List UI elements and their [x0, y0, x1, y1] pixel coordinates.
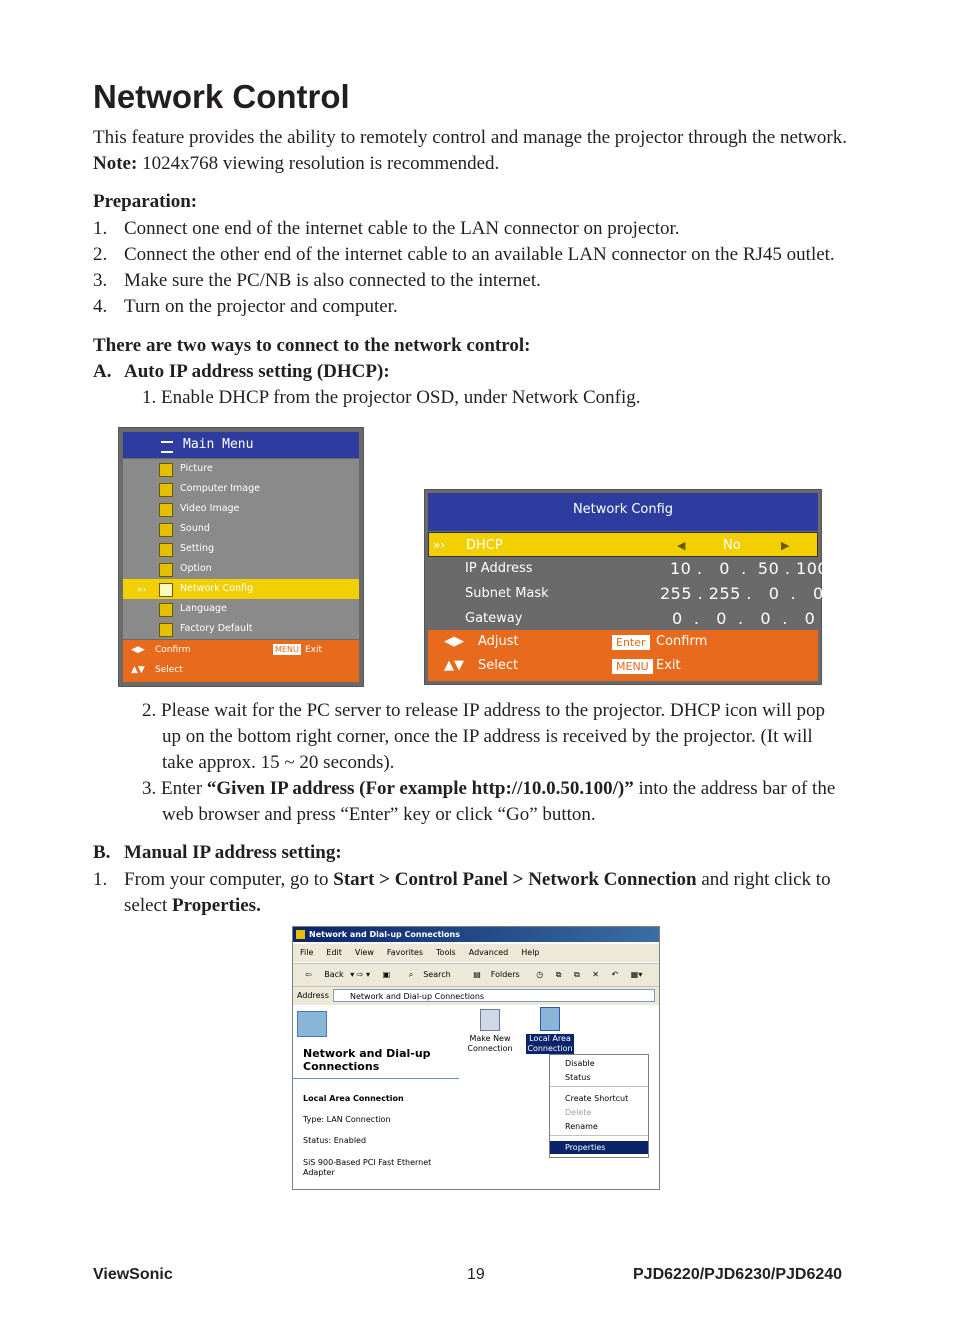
history-icon[interactable]: ◷ — [536, 970, 544, 979]
menu-edit[interactable]: Edit — [326, 948, 342, 957]
menu-tools[interactable]: Tools — [436, 948, 456, 957]
ctx-status[interactable]: Status — [565, 1073, 591, 1082]
menu-item-computer-image[interactable]: Computer Image — [123, 479, 359, 499]
osd-network-config — [424, 489, 829, 685]
prep-num-3: 3. — [93, 270, 108, 291]
back-button[interactable]: ⇦ Back ▾ ⇨ ▾ — [305, 970, 371, 979]
section-a-step2-line2: up on the bottom right corner, once the IP address is received by the projector. (It will — [162, 726, 813, 747]
gateway-label: Gateway — [465, 611, 523, 626]
up-down-arrows-icon: ▲▼ — [444, 658, 464, 673]
preparation-heading: Preparation: — [93, 191, 198, 212]
confirm-label: Confirm — [656, 634, 708, 649]
folder-icon — [296, 930, 305, 939]
ip-address-value: 10 . 0 . 50 . 100 — [670, 559, 829, 578]
section-a-step2-line3: take approx. 15 ~ 20 seconds). — [162, 752, 395, 773]
address-label: Address — [297, 991, 329, 1000]
undo-icon[interactable]: ↶ — [611, 970, 619, 979]
confirm-label: Confirm — [155, 645, 191, 655]
enter-key: Enter — [612, 635, 650, 650]
language-icon — [159, 603, 173, 617]
osd-main-menu — [118, 427, 364, 687]
setting-icon — [159, 543, 173, 557]
osd-main-menu-list — [123, 459, 359, 639]
menu-key: MENU — [612, 659, 653, 674]
ctx-rename[interactable]: Rename — [565, 1122, 598, 1131]
picture-icon — [159, 463, 173, 477]
folders-button[interactable]: ▤ Folders — [473, 970, 520, 979]
prep-item-1: Connect one end of the internet cable to the LAN connector on projector. — [124, 218, 680, 239]
subnet-mask-value: 255 . 255 . 0 . 0 — [660, 584, 824, 603]
option-icon — [159, 563, 173, 577]
local-area-connection-icon-item[interactable]: Local Area Connection — [526, 1007, 574, 1054]
computer-icon — [159, 483, 173, 497]
copy-to-icon[interactable]: ⧉ — [574, 970, 580, 979]
ctx-separator — [550, 1086, 648, 1087]
footer-model: PJD6220/PJD6230/PJD6240 — [633, 1266, 843, 1283]
connection-status: Status: Enabled — [303, 1136, 367, 1145]
section-a-step3-line1: 3. Enter “Given IP address (For example http://10.0.50.100/)” into the address bar of the — [142, 778, 836, 799]
subnet-mask-row[interactable] — [428, 581, 824, 606]
back-arrow-icon: ⇦ — [305, 970, 312, 979]
exit-label: Exit — [305, 645, 323, 655]
menu-advanced[interactable]: Advanced — [468, 948, 509, 957]
speaker-icon — [159, 523, 173, 537]
note-line — [93, 151, 499, 177]
page-title: Network Control — [93, 78, 350, 115]
section-b-heading: Manual IP address setting: — [124, 842, 342, 863]
menu-icon — [161, 441, 173, 453]
prep-num-1: 1. — [93, 218, 108, 239]
delete-icon[interactable]: ✕ — [592, 970, 599, 979]
adjust-label: Adjust — [478, 634, 519, 649]
properties-text: Properties. — [172, 895, 261, 916]
select-label: Select — [155, 665, 183, 675]
menu-key: MENU — [275, 645, 299, 654]
footer-page-number: 19 — [467, 1266, 485, 1283]
network-computers-icon — [540, 1007, 560, 1031]
folders-icon: ▤ — [473, 970, 481, 979]
up-folder-icon[interactable]: ▣ — [382, 970, 391, 979]
subnet-mask-label: Subnet Mask — [465, 586, 549, 601]
ip-address-row[interactable] — [428, 556, 829, 581]
section-a-step2-line1: 2. Please wait for the PC server to release IP address to the projector. DHCP icon will pop — [142, 700, 825, 721]
menu-help[interactable]: Help — [521, 948, 540, 957]
menu-file[interactable]: File — [300, 948, 314, 957]
gateway-value: 0 . 0 . 0 . 0 — [672, 609, 816, 628]
note-label: Note: — [93, 153, 138, 174]
context-menu — [549, 1054, 649, 1158]
prep-num-2: 2. — [93, 244, 108, 265]
prep-item-2: Connect the other end of the internet cable to an available LAN connector on the RJ45 outlet. — [124, 244, 835, 265]
right-arrow-icon: ▶ — [781, 539, 790, 552]
ctx-delete[interactable]: Delete — [565, 1108, 592, 1117]
factory-icon — [159, 623, 173, 637]
selection-arrow-icon: »› — [433, 538, 446, 552]
section-a-heading: Auto IP address setting (DHCP): — [124, 361, 390, 382]
example-ip: “Given IP address (For example http://10.0.50.100/)” — [206, 778, 634, 799]
section-a-step3-line2: web browser and press “Enter” key or click “Go” button. — [162, 804, 596, 825]
section-a-letter: A. — [93, 361, 112, 382]
section-a-step1: 1. Enable DHCP from the projector OSD, under Network Config. — [142, 387, 641, 408]
intro-text: This feature provides the ability to remotely control and manage the projector through the network. — [93, 127, 847, 148]
prep-num-4: 4. — [93, 296, 108, 317]
menu-item-sound[interactable]: Sound — [123, 519, 359, 539]
menu-item-setting[interactable]: Setting — [123, 539, 359, 559]
select-label: Select — [478, 658, 519, 673]
osd-main-menu-header — [123, 432, 359, 458]
network-icon — [159, 583, 173, 597]
views-icon[interactable]: ▦▾ — [630, 970, 643, 979]
section-b-line2: select Properties. — [124, 895, 261, 916]
video-icon — [159, 503, 173, 517]
dhcp-row[interactable] — [428, 532, 818, 557]
search-icon: ⌕ — [408, 970, 414, 979]
search-button[interactable]: ⌕ Search — [408, 970, 451, 979]
menu-favorites[interactable]: Favorites — [386, 948, 424, 957]
menu-item-language[interactable]: Language — [123, 599, 359, 619]
adapter-name: SiS 900-Based PCI Fast Ethernet Adapter — [303, 1158, 432, 1177]
menu-view[interactable]: View — [354, 948, 374, 957]
menu-item-network-config[interactable]: »› Network Config — [123, 579, 359, 599]
left-right-arrows-icon: ◀▶ — [131, 645, 145, 655]
osd-network-config-footer — [428, 630, 818, 681]
exit-label: Exit — [656, 658, 681, 673]
section-b-num: 1. — [93, 869, 108, 890]
make-new-connection[interactable]: Make New Connection — [465, 1009, 515, 1054]
menu-item-option[interactable]: Option — [123, 559, 359, 579]
selection-arrow-icon: »› — [137, 583, 147, 595]
osd-network-config-header: Network Config — [428, 493, 818, 531]
connection-type: Type: LAN Connection — [303, 1115, 391, 1124]
left-arrow-icon: ◀ — [677, 539, 686, 552]
section-b-line1: From your computer, go to Start > Control Panel > Network Connection and right click to — [124, 869, 831, 890]
ctx-separator — [550, 1135, 648, 1136]
menu-item-video-image[interactable]: Video Image — [123, 499, 359, 519]
gateway-row[interactable] — [428, 606, 818, 631]
menu-item-picture[interactable]: Picture — [123, 459, 359, 479]
toolbar — [293, 963, 659, 986]
footer-brand: ViewSonic — [93, 1266, 173, 1283]
path-text: Start > Control Panel > Network Connection — [333, 869, 697, 890]
left-right-arrows-icon: ◀▶ — [444, 634, 464, 649]
address-bar — [293, 986, 659, 1005]
menu-item-factory-default[interactable]: Factory Default — [123, 619, 359, 639]
note-text: 1024x768 viewing resolution is recommended. — [137, 153, 500, 174]
dhcp-label: DHCP — [466, 538, 503, 553]
ctx-properties[interactable]: Properties — [550, 1141, 648, 1154]
window-title-bar: Network and Dial-up Connections — [293, 927, 659, 942]
local-connection-title: Local Area Connection — [303, 1094, 404, 1103]
ctx-create-shortcut[interactable]: Create Shortcut — [565, 1094, 629, 1103]
up-down-arrows-icon: ▲▼ — [131, 665, 145, 675]
prep-item-4: Turn on the projector and computer. — [124, 296, 398, 317]
menu-bar — [293, 944, 659, 962]
section-b-letter: B. — [93, 842, 111, 863]
ctx-disable[interactable]: Disable — [565, 1059, 595, 1068]
task-pane — [293, 1005, 459, 1189]
osd-main-menu-title: Main Menu — [183, 437, 254, 452]
pane-divider — [293, 1078, 459, 1079]
move-to-icon[interactable]: ⧉ — [555, 970, 562, 979]
network-folder-icon — [297, 1011, 327, 1037]
pane-title: Network and Dial-up Connections — [303, 1047, 431, 1073]
prep-item-3: Make sure the PC/NB is also connected to the internet. — [124, 270, 541, 291]
osd-main-menu-footer — [123, 640, 359, 682]
dhcp-value: No — [723, 538, 741, 553]
ways-heading: There are two ways to connect to the network control: — [93, 335, 531, 356]
new-connection-icon — [480, 1009, 500, 1031]
windows-screenshot — [292, 926, 660, 1190]
ip-address-label: IP Address — [465, 561, 533, 576]
address-input[interactable]: Network and Dial-up Connections — [333, 989, 655, 1002]
